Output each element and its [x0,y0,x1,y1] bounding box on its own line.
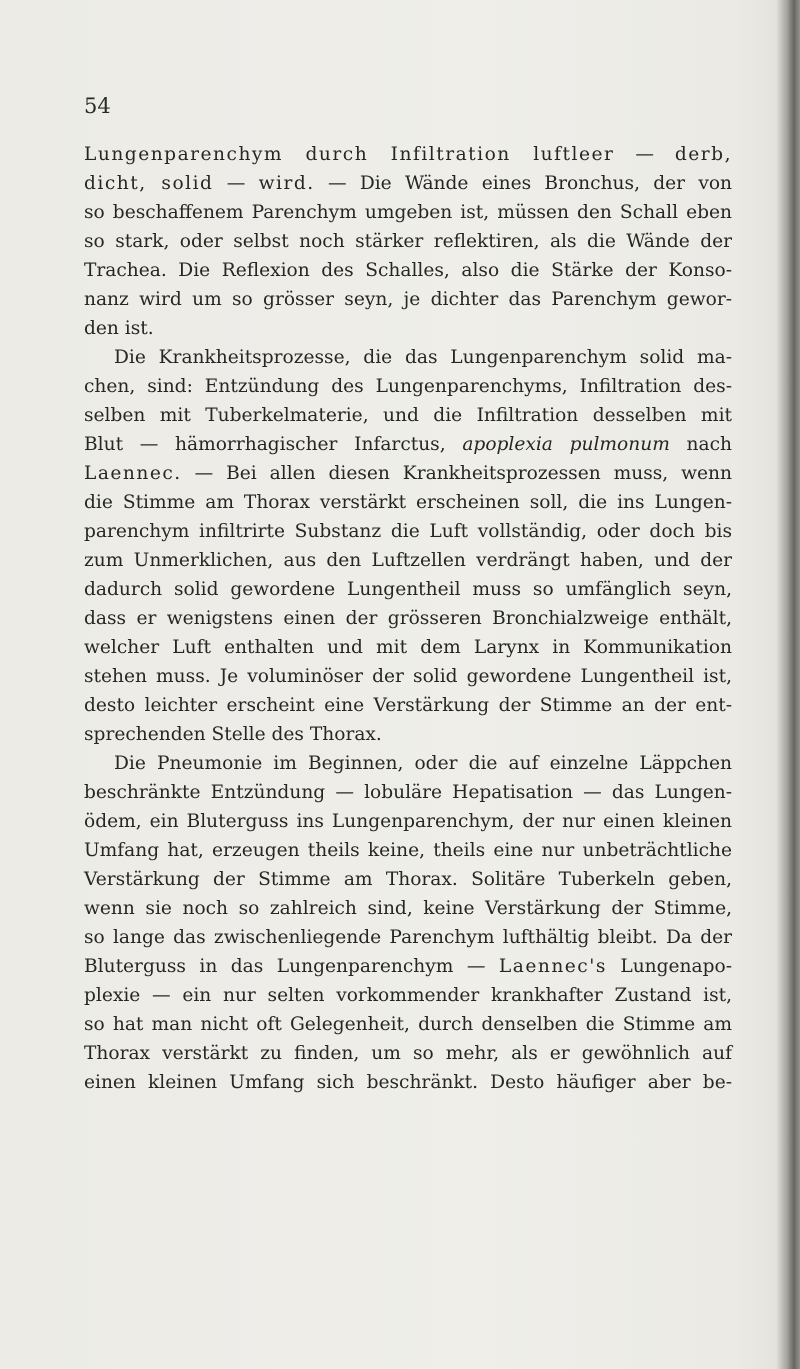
text-run: nanz wird um so grösser seyn, je dichter das Parenchym gewor- [84,289,732,310]
text-line [84,140,732,169]
text-line [84,836,732,865]
text-run: Die Pneumonie im Beginnen, oder die auf einzelne Läppchen [114,753,732,774]
text-run: dadurch solid gewordene Lungentheil muss so umfänglich seyn, [84,579,732,600]
text-run: so lange das zwischenliegende Parenchym lufthältig bleibt. Da der [84,927,732,948]
text-line [84,865,732,894]
text-line [84,778,732,807]
text-run: beschränkte Entzündung — lobuläre Hepatisation — das Lungen- [84,782,732,803]
text-run: — Bei allen diesen Krankheitsprozessen muss, wenn [181,463,732,484]
spaced-term: Laennec's [498,956,607,977]
text-line [84,1010,732,1039]
spaced-term: Laennec. [84,463,182,484]
text-run: Trachea. Die Reflexion des Schalles, also die Stärke der Konso- [84,260,732,281]
text-line [84,546,732,575]
text-line [84,894,732,923]
text-line [84,1068,732,1097]
text-run: Verstärkung der Stimme am Thorax. Solitäre Tuberkeln geben, [84,869,732,890]
text-run: parenchym infiltrirte Substanz die Luft vollständig, oder doch bis [84,521,732,542]
text-run: selben mit Tuberkelmaterie, und die Infiltration desselben mit [84,405,732,426]
text-line [84,314,732,343]
text-line [84,285,732,314]
text-line [84,488,732,517]
text-run: Lungenapo- [606,956,732,977]
text-run: desto leichter erscheint eine Verstärkung der Stimme an der ent- [84,695,732,716]
text-line [84,459,732,488]
text-run: sprechenden Stelle des Thorax. [84,724,382,745]
text-run: welcher Luft enthalten und mit dem Larynx in Kommunikation [84,637,732,658]
text-run: Thorax verstärkt zu finden, um so mehr, als er gewöhnlich auf [84,1043,732,1064]
text-line [84,227,732,256]
text-run: Blut — hämorrhagischer Infarctus, [84,434,463,455]
text-run: so stark, oder selbst noch stärker reflektiren, als die Wände der [84,231,732,252]
text-run: nach [669,434,732,455]
text-line [84,807,732,836]
text-line [84,169,732,198]
text-run: — [614,144,675,165]
text-line [84,401,732,430]
text-line [84,633,732,662]
text-run: — [213,173,259,194]
text-line [84,604,732,633]
text-line [84,256,732,285]
text-line [84,343,732,372]
text-run: den ist. [84,318,154,339]
text-run: — Die Wände eines Bronchus, der von [314,173,732,194]
text-run: die Stimme am Thorax verstärkt erscheinen soll, die ins Lungen- [84,492,732,513]
body-text [84,140,732,1097]
text-run: so beschaffenem Parenchym umgeben ist, müssen den Schall eben [84,202,732,223]
text-run: einen kleinen Umfang sich beschränkt. Desto häufiger aber be- [84,1072,732,1093]
text-line [84,198,732,227]
spaced-term: dicht, solid [84,173,214,194]
page-edge-shadow [776,0,800,1369]
text-line [84,720,732,749]
text-run: Umfang hat, erzeugen theils keine, theils eine nur unbeträchtliche [84,840,732,861]
text-run: zum Unmerklichen, aus den Luftzellen verdrängt haben, und der [84,550,732,571]
text-run: Die Krankheitsprozesse, die das Lungenparenchym solid ma- [114,347,732,368]
text-run: so hat man nicht oft Gelegenheit, durch denselben die Stimme am [84,1014,732,1035]
text-run: chen, sind: Entzündung des Lungenparenchyms, Infiltration des- [84,376,732,397]
text-line [84,981,732,1010]
text-run: Bluterguss in das Lungenparenchym — [84,956,499,977]
text-run: stehen muss. Je voluminöser der solid gewordene Lungentheil ist, [84,666,732,687]
text-line [84,1039,732,1068]
text-line [84,372,732,401]
text-line [84,749,732,778]
text-line [84,952,732,981]
spaced-term: wird. [258,173,315,194]
page-number: 54 [84,94,111,118]
text-line [84,430,732,459]
text-line [84,691,732,720]
spaced-term: Lungenparenchym durch Infiltration luftleer [84,144,615,165]
text-line [84,517,732,546]
text-run: dass er wenigstens einen der grösseren Bronchialzweige enthält, [84,608,732,629]
italic-term: apoplexia pulmonum [462,434,670,455]
text-run: wenn sie noch so zahlreich sind, keine Verstärkung der Stimme, [84,898,732,919]
text-line [84,575,732,604]
spaced-term: derb, [674,144,732,165]
text-run: ödem, ein Bluterguss ins Lungenparenchym, der nur einen kleinen [84,811,732,832]
text-line [84,923,732,952]
text-line [84,662,732,691]
text-run: plexie — ein nur selten vorkommender krankhafter Zustand ist, [84,985,732,1006]
